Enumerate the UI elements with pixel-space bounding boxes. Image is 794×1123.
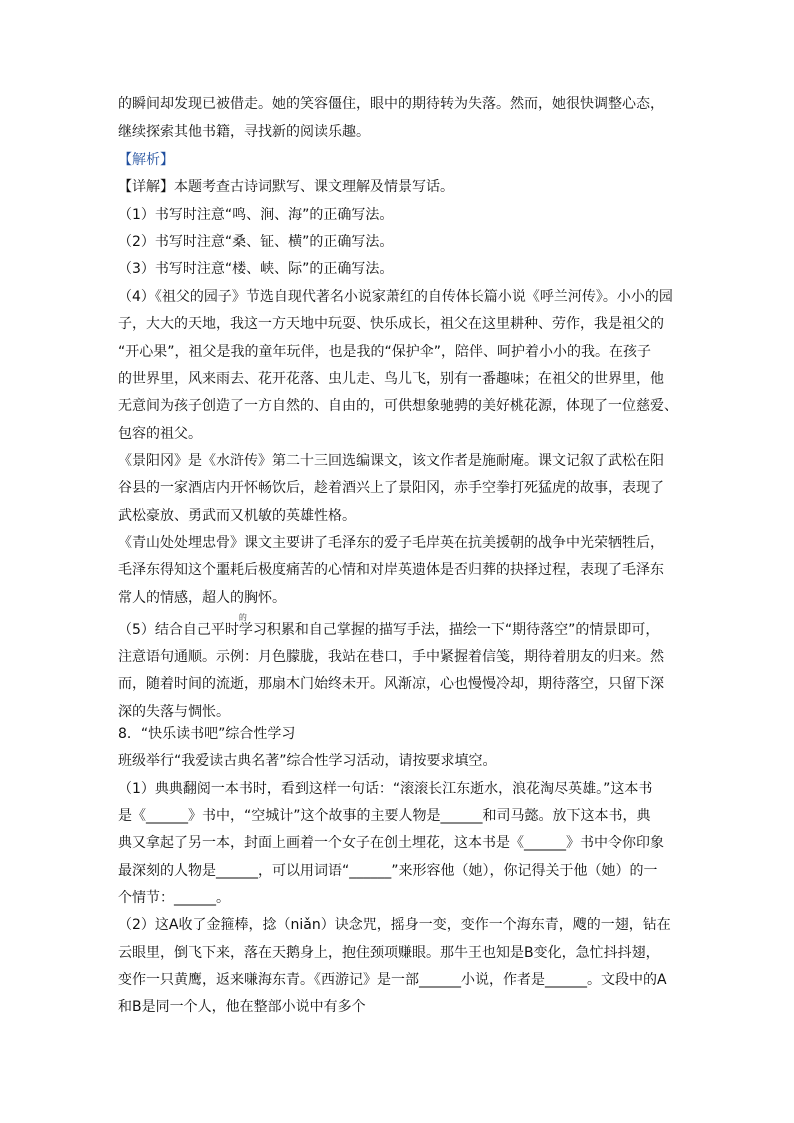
item4-line-1: （4）《祖父的园子》节选自现代著名小说家萧红的自传体长篇小说《呼兰河传》。小小的园 [118, 289, 673, 305]
item4-line-6: 包容的祖父。 [118, 426, 202, 442]
item5-line-1-pre: （5）结合自己平时 [118, 622, 239, 638]
item5-line-1 [118, 613, 698, 640]
item5-line-4: 深的失落与惆怅。 [118, 704, 230, 720]
item5-line-3: 而，随着时间的流逝，那扇木门始终未开。风渐凉，心也慢慢冷却，期待落空，只留下深 [118, 676, 664, 692]
q8-line-9: 云眼里，倒飞下来，落在天鹅身上，抱住颈项赚眼。那牛王也知是B变化，急忙抖抖翅， [118, 945, 660, 961]
jingyanggang-line-3: 武松豪放、勇武而又机敏的英雄性格。 [118, 508, 356, 524]
item4-line-2: 子，大大的天地，我这一方天地中玩耍、快乐成长，祖父在这里耕种、劳作，我是祖父的 [118, 316, 664, 332]
intro-line-2: 继续探索其他书籍，寻找新的阅读乐趣。 [118, 124, 370, 140]
analysis-heading: 【解析】 [118, 152, 174, 168]
q8-line-4: 是《______》书中，“空城计”这个故事的主要人物是______和司马懿。放下这本书，典 [118, 808, 651, 824]
jingyanggang-line-2: 谷县的一家酒店内开怀畅饮后，趁着酒兴上了景阳冈，赤手空拳打死猛虎的故事，表现了 [118, 480, 664, 496]
q8-line-2: 班级举行“我爱读古典名著”综合性学习活动，请按要求填空。 [118, 753, 497, 769]
intro-line-1: 的瞬间却发现已被借走。她的笑容僵住，眼中的期待转为失落。然而，她很快调整心态， [118, 96, 664, 112]
q8-line-3: （1）典典翻阅一本书时，看到这样一句话：“滚滚长江东逝水，浪花淘尽英雄。”这本书 [118, 781, 653, 797]
q8-line-5: 典又拿起了另一本，封面上画着一个女子在创土埋花，这本书是《______》书中令你印象 [118, 835, 664, 851]
qingshan-line-3: 常人的情感，超人的胸怀。 [118, 590, 286, 606]
qingshan-line-1: 《青山处处埋忠骨》课文主要讲了毛泽东的爱子毛岸英在抗美援朝的战争中光荣牺牲后， [118, 535, 664, 551]
item4-line-4: 的世界里，风来雨去、花开花落、虫儿走、鸟儿飞，别有一番趣味；在祖父的世界里，他 [118, 371, 664, 387]
q8-title: 8．“快乐读书吧”综合性学习 [118, 726, 296, 742]
q8-line-7: 个情节：______。 [118, 890, 230, 906]
item4-line-5: 无意间为孩子创造了一方自然的、自由的，可供想象驰骋的美好桃花源，体现了一位慈爱、 [118, 398, 678, 414]
detail-line-1: 【详解】本题考查古诗词默写、课文理解及情景写话。 [118, 179, 454, 195]
qingshan-line-2: 毛泽东得知这个噩耗后极度痛苦的心情和对岸英遗体是否归葬的抉择过程，表现了毛泽东 [118, 562, 664, 578]
q8-line-11: 和B是同一个人，他在整部小说中有多个 [118, 999, 366, 1015]
detail-line-3: （2）书写时注意“桑、钲、横”的正确写法。 [118, 234, 394, 250]
detail-line-2: （1）书写时注意“鸣、涧、海”的正确写法。 [118, 207, 394, 223]
q8-line-10: 变作一只黄鹰，返来嗛海东青。《西游记》是一部______小说，作者是______。文段中的A [118, 972, 667, 988]
q8-line-6: 最深刻的人物是______，可以用词语“______”来形容他（她），你记得关于他（她）的一 [118, 863, 658, 879]
item5-line-1-post: 学习积累和自己掌握的描写手法，描绘一下“期待落空”的情景即可， [238, 622, 660, 638]
jingyanggang-line-1: 《景阳冈》是《水浒传》第二十三回选编课文，该文作者是施耐庵。课文记叙了武松在阳 [118, 453, 664, 469]
item5-ruby-mark: 的 [238, 613, 247, 622]
item5-line-2: 注意语句通顺。示例：月色朦胧，我站在巷口，手中紧握着信笺，期待着朋友的归来。然 [118, 649, 664, 665]
item4-line-3: “开心果”，祖父是我的童年玩伴，也是我的“保护伞”，陪伴、呵护着小小的我。在孩子 [118, 344, 652, 360]
q8-line-8: （2）这A收了金箍棒，捻（niǎn）诀念咒，摇身一变，变作一个海东青，飕的一翅，钻在 [118, 917, 671, 933]
detail-line-4: （3）书写时注意“楼、峡、际”的正确写法。 [118, 261, 394, 277]
